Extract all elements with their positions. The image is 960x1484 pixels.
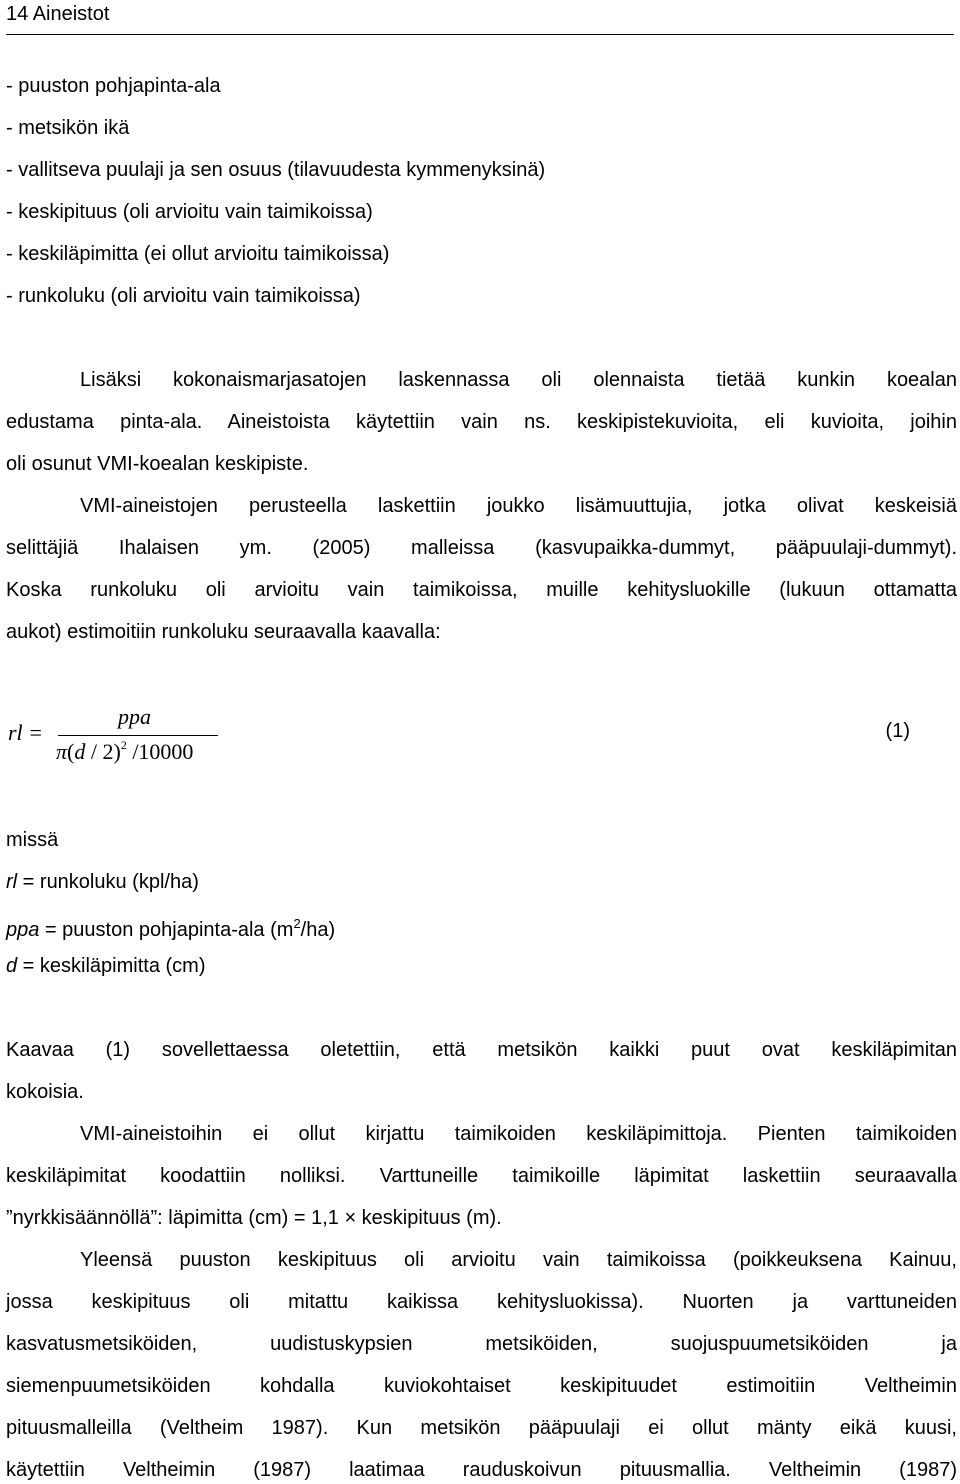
page-header-title: 14 Aineistot	[6, 3, 110, 25]
paragraph-line: aukot) estimoitiin runkoluku seuraavalla kaavalla:	[6, 621, 441, 643]
equation-1	[8, 700, 958, 780]
paragraph-line: Yleensä puuston keskipituus oli arvioitu vain taimikoissa (poikkeuksena Kainuu,	[80, 1249, 957, 1271]
paragraph-line: VMI-aineistoihin ei ollut kirjattu taimikoiden keskiläpimittoja. Pienten taimikoiden	[80, 1123, 957, 1145]
list-item: - vallitseva puulaji ja sen osuus (tilavuudesta kymmenyksinä)	[6, 159, 546, 181]
definition-d: d = keskiläpimitta (cm)	[6, 955, 206, 977]
paragraph-line: Lisäksi kokonaismarjasatojen laskennassa oli olennaista tietää kunkin koealan	[80, 369, 957, 391]
paragraph-line: kokoisia.	[6, 1081, 84, 1103]
equation-number: (1)	[885, 720, 910, 742]
definition-ppa: ppa = puuston pohjapinta-ala $(m^2/ha)$	[6, 916, 336, 941]
paragraph-line: VMI-aineistojen perusteella laskettiin joukko lisämuuttujia, jotka olivat keskeisiä	[80, 495, 957, 517]
list-item: - metsikön ikä	[6, 117, 130, 139]
definitions-intro: missä	[6, 829, 59, 851]
paragraph-line: pituusmalleilla (Veltheim 1987). Kun metsikön pääpuulaji ei ollut mänty eikä kuusi,	[6, 1417, 957, 1439]
paragraph-line: ”nyrkkisäännöllä”: läpimitta (cm) = 1,1 × keskipituus (m).	[6, 1207, 502, 1229]
paragraph-line: käytettiin Veltheimin (1987) laatimaa rauduskoivun pituusmallia. Veltheimin (1987)	[6, 1459, 957, 1481]
list-item: - keskiläpimitta (ei ollut arvioitu taimikoissa)	[6, 243, 390, 265]
equation-numerator: ppa	[118, 704, 151, 729]
page-header	[6, 0, 954, 35]
paragraph-line: jossa keskipituus oli mitattu kaikissa kehitysluokissa). Nuorten ja varttuneiden	[6, 1291, 957, 1313]
paragraph-line: Kaavaa (1) sovellettaessa oletettiin, että metsikön kaikki puut ovat keskiläpimitan	[6, 1039, 957, 1061]
paragraph-line: edustama pinta-ala. Aineistoista käytettiin vain ns. keskipistekuvioita, eli kuvioita, joihin	[6, 411, 957, 433]
list-item: - keskipituus (oli arvioitu vain taimikoissa)	[6, 201, 373, 223]
list-item: - puuston pohjapinta-ala	[6, 75, 221, 97]
paragraph-line: keskiläpimitat koodattiin nolliksi. Varttuneille taimikoille läpimitat laskettiin seuraavalla	[6, 1165, 957, 1187]
equation-lhs: rl =	[8, 720, 44, 745]
paragraph-line: siemenpuumetsiköiden kohdalla kuviokohtaiset keskipituudet estimoitiin Veltheimin	[6, 1375, 957, 1397]
list-item: - runkoluku (oli arvioitu vain taimikoissa)	[6, 285, 361, 307]
fraction-bar	[58, 735, 218, 736]
paragraph-line: selittäjiä Ihalaisen ym. (2005) malleissa (kasvupaikka-dummyt, pääpuulaji-dummyt).	[6, 537, 957, 559]
equation-denominator: π(d / 2)$^2$ /10000	[56, 738, 194, 764]
paragraph-line: Koska runkoluku oli arvioitu vain taimikoissa, muille kehitysluokille (lukuun ottamatta	[6, 579, 957, 601]
paragraph-line: kasvatusmetsiköiden, uudistuskypsien metsiköiden, suojuspuumetsiköiden ja	[6, 1333, 957, 1355]
definition-rl: rl = runkoluku (kpl/ha)	[6, 871, 199, 893]
paragraph-line: oli osunut VMI-koealan keskipiste.	[6, 453, 309, 475]
